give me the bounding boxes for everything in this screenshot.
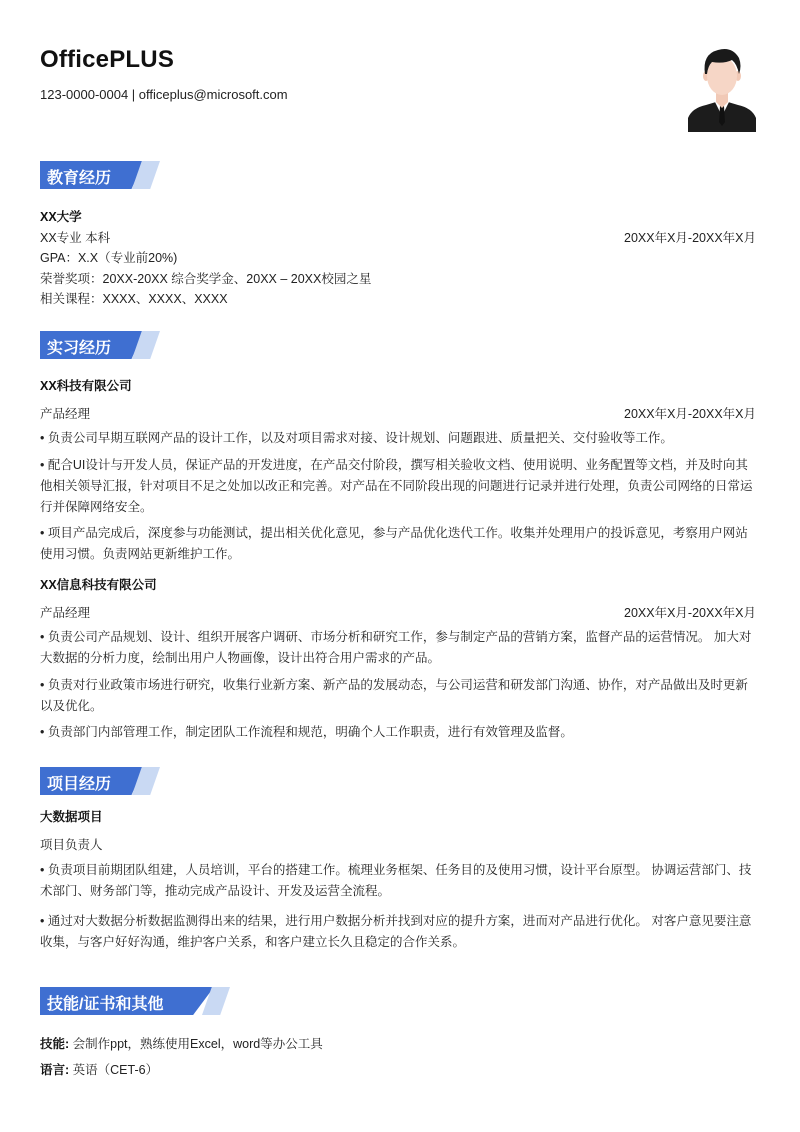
courses: 相关课程：XXXX、XXXX、XXXX: [40, 292, 228, 306]
internship-section-header: [40, 331, 160, 359]
education-title: 教育经历: [47, 170, 112, 187]
project-bullet: • 通过对大数据分析数据监测得出来的结果，进行用户数据分析并找到对应的提升方案，进而对产品进行优化。 对客户意见要注意收集，与客户好好沟通，维护客户关系，和客户建立长久且稳定的合作关系。: [40, 914, 752, 949]
skills-title: 技能/证书和其他: [47, 996, 164, 1013]
major-degree: XX专业 本科: [40, 231, 111, 245]
language-label: 语言:: [40, 1063, 70, 1077]
avatar-photo: [688, 44, 756, 132]
job-bullet: • 配合UI设计与开发人员，保证产品的开发进度，在产品交付阶段，撰写相关验收文档、使用说明、业务配置等文档，并及时向其他相关领导汇报，针对项目不足之处加以改正和完善。对产品在不同阶段出现的问题进行记录并进行处理，负责公司网络的日常运行并保障网络安全。: [40, 458, 753, 514]
language-line: [40, 1060, 158, 1078]
project-role: 项目负责人: [40, 838, 103, 852]
company-name: XX科技有限公司: [40, 379, 132, 393]
project-name: 大数据项目: [40, 810, 103, 824]
skills-section-header: [40, 987, 164, 1015]
project-title: 项目经历: [47, 776, 112, 793]
skills-line: [40, 1034, 323, 1052]
job-role: 产品经理: [40, 606, 91, 620]
project-section-header: [40, 767, 160, 795]
company-name: XX信息科技有限公司: [40, 578, 157, 592]
candidate-name: OfficePLUS: [40, 46, 175, 73]
job-date: 20XX年X月-20XX年X月: [624, 606, 756, 620]
school-name: XX大学: [40, 210, 82, 224]
job-role: 产品经理: [40, 407, 91, 421]
gpa: GPA：X.X（专业前20%): [40, 251, 178, 265]
skills-label: 技能:: [40, 1037, 70, 1051]
language-value: 英语（CET-6）: [72, 1063, 159, 1077]
honors: 荣誉奖项：20XX-20XX 综合奖学金、20XX – 20XX校园之星: [40, 272, 372, 286]
education-section-header: [40, 161, 160, 189]
job-bullet: • 负责公司早期互联网产品的设计工作，以及对项目需求对接、设计规划、问题跟进、质量把关、交付验收等工作。: [40, 431, 673, 445]
job-bullet: • 负责部门内部管理工作，制定团队工作流程和规范，明确个人工作职责，进行有效管理及监督。: [40, 725, 573, 739]
internship-title: 实习经历: [47, 340, 112, 357]
skills-value: 会制作ppt，熟练使用Excel，word等办公工具: [72, 1037, 323, 1051]
contact-info: 123-0000-0004 | officeplus@microsoft.com: [40, 87, 288, 102]
job-date: 20XX年X月-20XX年X月: [624, 407, 756, 421]
project-bullet: • 负责项目前期团队组建，人员培训，平台的搭建工作。梳理业务框架、任务目的及使用习惯，设计平台原型。 协调运营部门、技术部门、财务部门等，推动完成产品设计、开发及运营全流程。: [40, 863, 752, 898]
job-bullet: • 负责公司产品规划、设计、组织开展客户调研、市场分析和研究工作，参与制定产品的营销方案，监督产品的运营情况。 加大对大数据的分析力度，绘制出用户人物画像，设计出符合用户需求的产品。: [40, 630, 752, 665]
education-date: 20XX年X月-20XX年X月: [624, 231, 756, 245]
job-bullet: • 负责对行业政策市场进行研究，收集行业新方案、新产品的发展动态，与公司运营和研发部门沟通、协作，对产品做出及时更新以及优化。: [40, 678, 748, 713]
job-bullet: • 项目产品完成后，深度参与功能测试，提出相关优化意见，参与产品优化迭代工作。收集并处理用户的投诉意见，考察用户网站使用习惯。负责网站更新维护工作。: [40, 526, 748, 561]
